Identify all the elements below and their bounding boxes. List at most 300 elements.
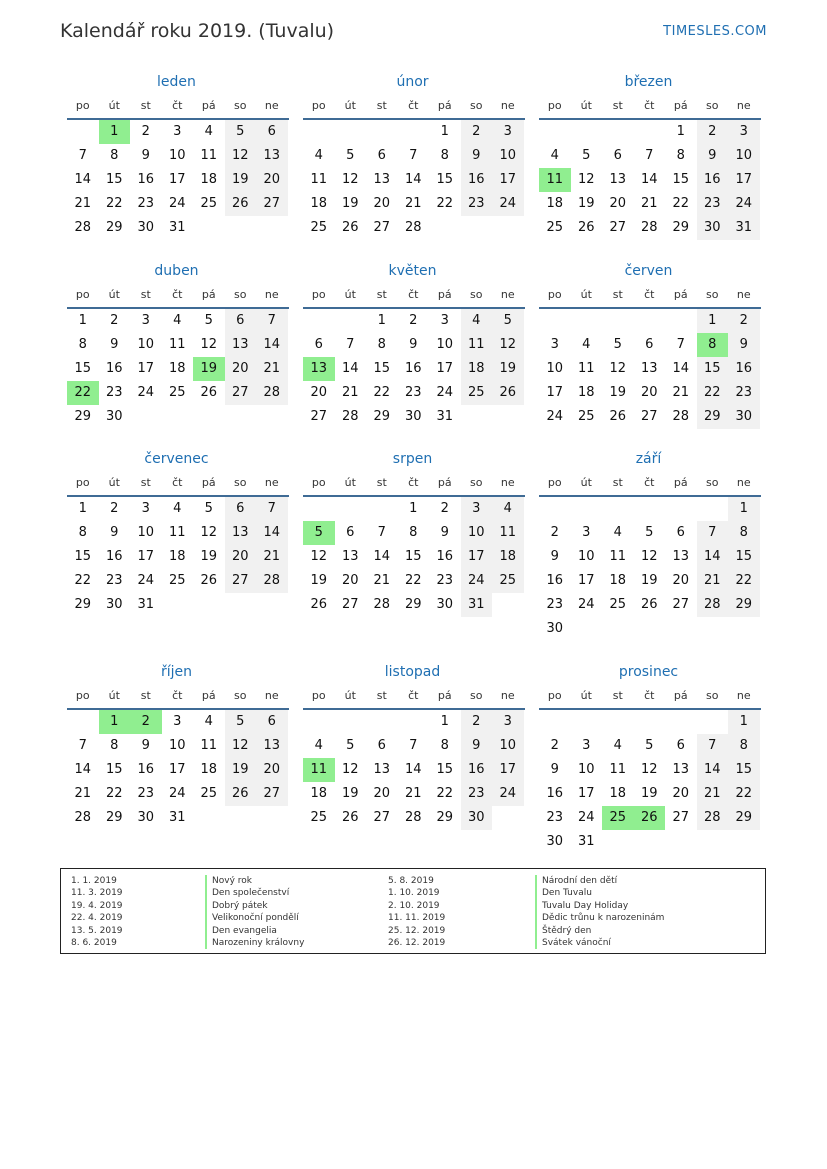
day-cell: 23 <box>137 786 155 801</box>
empty-cell <box>303 497 335 521</box>
day-cell: 10 <box>492 144 524 168</box>
day-cell: 20 <box>256 758 288 782</box>
legend-holiday-name: Den Tuvalu <box>542 888 592 899</box>
day-cell: 7 <box>645 148 654 163</box>
day-cell: 31 <box>577 834 595 849</box>
day-cell: 2 <box>697 120 729 144</box>
day-cell: 1 <box>440 124 449 139</box>
day-cell: 3 <box>440 313 449 328</box>
day-cell: 6 <box>225 309 257 333</box>
day-cell: 11 <box>200 148 218 163</box>
day-cell: 7 <box>346 337 355 352</box>
day-cell: 14 <box>373 549 391 564</box>
day-cell: 21 <box>404 196 422 211</box>
weekday-label: ne <box>736 99 751 112</box>
month-name: červen <box>624 263 673 279</box>
day-cell: 2 <box>110 313 119 328</box>
day-cell: 28 <box>256 569 288 593</box>
day-cell: 23 <box>105 385 123 400</box>
holiday-day-cell: 5 <box>303 521 335 545</box>
weekday-label: ne <box>500 689 515 702</box>
empty-cell <box>539 497 571 521</box>
day-cell: 11 <box>492 521 524 545</box>
day-cell: 20 <box>609 196 627 211</box>
day-cell: 9 <box>697 144 729 168</box>
day-cell: 13 <box>341 549 359 564</box>
weekday-label: pá <box>437 99 452 112</box>
weekday-label: čt <box>408 288 419 301</box>
day-cell: 2 <box>550 525 559 540</box>
weekday-label: so <box>706 476 719 489</box>
legend-date: 8. 6. 2019 <box>71 938 117 949</box>
day-cell: 19 <box>225 758 257 782</box>
day-cell: 24 <box>168 786 186 801</box>
day-cell: 27 <box>672 810 690 825</box>
day-cell: 9 <box>409 337 418 352</box>
day-cell: 25 <box>310 220 328 235</box>
weekday-header <box>67 684 289 710</box>
weekday-label: út <box>108 476 120 489</box>
weekday-label: so <box>234 99 247 112</box>
day-cell: 5 <box>204 313 213 328</box>
empty-cell <box>571 309 603 333</box>
legend-holiday-name: Svátek vánoční <box>542 938 611 949</box>
empty-cell <box>665 710 697 734</box>
day-cell: 30 <box>546 621 564 636</box>
day-cell: 16 <box>697 168 729 192</box>
weekday-label: st <box>376 99 387 112</box>
weekday-label: pá <box>673 476 688 489</box>
empty-cell <box>602 120 634 144</box>
weekday-label: pá <box>201 99 216 112</box>
day-cell: 29 <box>74 409 92 424</box>
day-cell: 9 <box>440 525 449 540</box>
day-cell: 19 <box>310 573 328 588</box>
day-cell: 28 <box>640 220 658 235</box>
day-cell: 6 <box>613 148 622 163</box>
day-cell: 16 <box>404 361 422 376</box>
day-cell: 31 <box>461 593 493 617</box>
day-cell: 3 <box>728 120 760 144</box>
day-cell: 6 <box>256 710 288 734</box>
day-cell: 2 <box>110 501 119 516</box>
day-cell: 24 <box>137 385 155 400</box>
day-cell: 22 <box>404 573 422 588</box>
day-cell: 1 <box>409 501 418 516</box>
day-cell: 13 <box>225 521 257 545</box>
weekday-label: st <box>140 476 151 489</box>
day-cell: 9 <box>110 525 119 540</box>
holiday-day-cell: 13 <box>303 357 335 381</box>
day-cell: 1 <box>697 309 729 333</box>
day-cell: 27 <box>373 810 391 825</box>
month-říjen <box>67 660 289 830</box>
day-cell: 18 <box>492 545 524 569</box>
weekday-label: so <box>470 476 483 489</box>
day-cell: 10 <box>577 762 595 777</box>
month-name: leden <box>157 74 196 90</box>
day-grid <box>539 120 761 240</box>
legend-holiday-name: Nový rok <box>212 876 252 886</box>
day-cell: 26 <box>640 597 658 612</box>
day-grid <box>303 309 525 429</box>
day-cell: 25 <box>492 569 524 593</box>
legend-names-right <box>535 875 664 949</box>
empty-cell <box>665 309 697 333</box>
day-cell: 4 <box>314 148 323 163</box>
day-cell: 26 <box>200 573 218 588</box>
day-cell: 5 <box>225 120 257 144</box>
day-cell: 29 <box>728 593 760 617</box>
legend-date: 13. 5. 2019 <box>71 925 123 936</box>
day-cell: 16 <box>546 573 564 588</box>
day-cell: 8 <box>440 738 449 753</box>
weekday-header <box>539 684 761 710</box>
weekday-header <box>67 471 289 497</box>
day-grid <box>539 710 761 854</box>
day-cell: 3 <box>141 501 150 516</box>
legend-date: 11. 3. 2019 <box>71 888 123 899</box>
day-cell: 8 <box>728 734 760 758</box>
weekday-label: čt <box>172 99 183 112</box>
day-cell: 26 <box>609 409 627 424</box>
empty-cell <box>571 710 603 734</box>
day-cell: 29 <box>728 806 760 830</box>
day-cell: 31 <box>168 810 186 825</box>
day-cell: 8 <box>78 525 87 540</box>
legend-holiday-name: Velikonoční pondělí <box>212 913 299 924</box>
day-cell: 15 <box>436 172 454 187</box>
day-cell: 10 <box>137 525 155 540</box>
day-cell: 19 <box>640 573 658 588</box>
day-cell: 29 <box>105 810 123 825</box>
day-cell: 28 <box>404 810 422 825</box>
weekday-label: so <box>234 476 247 489</box>
day-cell: 30 <box>546 834 564 849</box>
day-cell: 20 <box>256 168 288 192</box>
day-cell: 26 <box>310 597 328 612</box>
day-cell: 13 <box>225 333 257 357</box>
weekday-label: st <box>140 689 151 702</box>
empty-cell <box>366 120 398 144</box>
day-cell: 3 <box>141 313 150 328</box>
day-cell: 21 <box>640 196 658 211</box>
day-grid <box>303 497 525 617</box>
day-cell: 7 <box>409 148 418 163</box>
day-cell: 13 <box>672 762 690 777</box>
empty-cell <box>366 497 398 521</box>
day-cell: 23 <box>404 385 422 400</box>
day-cell: 6 <box>645 337 654 352</box>
weekday-label: so <box>706 288 719 301</box>
day-cell: 2 <box>550 738 559 753</box>
day-cell: 3 <box>461 497 493 521</box>
day-cell: 3 <box>492 710 524 734</box>
weekday-label: po <box>311 689 326 702</box>
weekday-header <box>303 94 525 120</box>
day-cell: 28 <box>74 220 92 235</box>
weekday-label: so <box>706 99 719 112</box>
weekday-label: po <box>547 689 562 702</box>
month-červen <box>539 259 761 429</box>
day-cell: 17 <box>492 758 524 782</box>
empty-cell <box>335 120 367 144</box>
day-cell: 7 <box>676 337 685 352</box>
day-cell: 17 <box>546 385 564 400</box>
day-cell: 5 <box>346 738 355 753</box>
weekday-label: út <box>580 689 592 702</box>
legend-date: 26. 12. 2019 <box>388 938 446 949</box>
day-cell: 15 <box>697 357 729 381</box>
weekday-label: út <box>344 99 356 112</box>
weekday-label: st <box>376 288 387 301</box>
day-cell: 13 <box>640 361 658 376</box>
day-grid <box>67 497 289 617</box>
day-cell: 24 <box>436 385 454 400</box>
day-cell: 2 <box>461 710 493 734</box>
month-březen <box>539 70 761 240</box>
day-cell: 25 <box>609 597 627 612</box>
day-cell: 15 <box>74 361 92 376</box>
day-cell: 23 <box>461 782 493 806</box>
empty-cell <box>303 710 335 734</box>
day-cell: 9 <box>461 144 493 168</box>
weekday-label: pá <box>437 288 452 301</box>
day-cell: 9 <box>728 333 760 357</box>
legend-holiday-name: Národní den dětí <box>542 876 618 886</box>
weekday-label: čt <box>644 288 655 301</box>
empty-cell <box>335 497 367 521</box>
day-cell: 24 <box>492 782 524 806</box>
day-cell: 20 <box>672 786 690 801</box>
weekday-label: st <box>612 288 623 301</box>
empty-cell <box>366 710 398 734</box>
day-cell: 22 <box>105 196 123 211</box>
day-cell: 12 <box>492 333 524 357</box>
legend-holiday-name: Štědrý den <box>542 925 592 936</box>
day-cell: 19 <box>609 385 627 400</box>
day-cell: 14 <box>256 521 288 545</box>
day-cell: 21 <box>256 357 288 381</box>
day-cell: 31 <box>137 597 155 612</box>
weekday-label: po <box>311 476 326 489</box>
day-cell: 18 <box>310 786 328 801</box>
day-cell: 28 <box>74 810 92 825</box>
day-cell: 12 <box>640 762 658 777</box>
day-cell: 8 <box>110 738 119 753</box>
day-cell: 1 <box>377 313 386 328</box>
day-cell: 20 <box>341 573 359 588</box>
day-cell: 28 <box>672 409 690 424</box>
legend-date: 2. 10. 2019 <box>388 900 440 911</box>
day-cell: 9 <box>461 734 493 758</box>
holiday-day-cell: 11 <box>303 758 335 782</box>
weekday-label: po <box>75 99 90 112</box>
day-cell: 22 <box>436 786 454 801</box>
day-cell: 2 <box>440 501 449 516</box>
day-cell: 14 <box>74 762 92 777</box>
day-cell: 13 <box>672 549 690 564</box>
day-cell: 24 <box>577 810 595 825</box>
day-cell: 5 <box>225 710 257 734</box>
day-cell: 15 <box>404 549 422 564</box>
day-cell: 4 <box>550 148 559 163</box>
legend-dates-right <box>388 875 445 949</box>
day-cell: 24 <box>577 597 595 612</box>
day-cell: 5 <box>645 738 654 753</box>
empty-cell <box>398 120 430 144</box>
day-cell: 27 <box>225 381 257 405</box>
weekday-header <box>303 684 525 710</box>
holiday-day-cell: 11 <box>539 168 571 192</box>
month-květen <box>303 259 525 429</box>
day-cell: 15 <box>728 545 760 569</box>
day-cell: 20 <box>640 385 658 400</box>
weekday-label: ne <box>500 288 515 301</box>
empty-cell <box>634 710 666 734</box>
day-cell: 28 <box>697 593 729 617</box>
day-cell: 20 <box>225 545 257 569</box>
weekday-label: čt <box>644 99 655 112</box>
weekday-header <box>67 283 289 309</box>
weekday-header <box>539 471 761 497</box>
day-cell: 27 <box>640 409 658 424</box>
day-cell: 13 <box>256 734 288 758</box>
day-grid <box>67 309 289 429</box>
day-cell: 5 <box>492 309 524 333</box>
day-cell: 11 <box>168 525 186 540</box>
day-cell: 8 <box>440 148 449 163</box>
day-cell: 30 <box>404 409 422 424</box>
empty-cell <box>634 497 666 521</box>
day-cell: 13 <box>256 144 288 168</box>
day-cell: 21 <box>74 196 92 211</box>
day-cell: 17 <box>577 786 595 801</box>
day-cell: 17 <box>577 573 595 588</box>
empty-cell <box>571 497 603 521</box>
day-cell: 1 <box>728 497 760 521</box>
day-cell: 9 <box>141 738 150 753</box>
day-cell: 19 <box>577 196 595 211</box>
day-cell: 6 <box>225 497 257 521</box>
day-cell: 6 <box>377 738 386 753</box>
day-cell: 14 <box>697 545 729 569</box>
weekday-label: pá <box>673 288 688 301</box>
day-cell: 5 <box>204 501 213 516</box>
legend-date: 1. 10. 2019 <box>388 888 440 899</box>
day-cell: 17 <box>137 361 155 376</box>
weekday-label: so <box>470 288 483 301</box>
day-cell: 14 <box>697 758 729 782</box>
day-cell: 30 <box>436 597 454 612</box>
weekday-header <box>539 283 761 309</box>
weekday-label: čt <box>644 689 655 702</box>
month-duben <box>67 259 289 429</box>
month-září <box>539 447 761 641</box>
day-grid <box>539 309 761 429</box>
day-cell: 25 <box>168 573 186 588</box>
day-cell: 12 <box>341 762 359 777</box>
month-prosinec <box>539 660 761 854</box>
month-červenec <box>67 447 289 617</box>
empty-cell <box>539 309 571 333</box>
weekday-label: so <box>234 689 247 702</box>
day-cell: 25 <box>200 786 218 801</box>
empty-cell <box>602 497 634 521</box>
day-cell: 14 <box>341 361 359 376</box>
weekday-label: po <box>311 99 326 112</box>
day-cell: 11 <box>609 549 627 564</box>
weekday-label: pá <box>437 689 452 702</box>
day-cell: 29 <box>105 220 123 235</box>
day-cell: 4 <box>204 124 213 139</box>
day-cell: 29 <box>436 810 454 825</box>
day-cell: 4 <box>314 738 323 753</box>
day-cell: 18 <box>577 385 595 400</box>
day-cell: 13 <box>373 172 391 187</box>
day-cell: 10 <box>728 144 760 168</box>
day-cell: 10 <box>492 734 524 758</box>
weekday-label: út <box>580 476 592 489</box>
day-cell: 24 <box>492 192 524 216</box>
weekday-label: po <box>75 689 90 702</box>
day-cell: 30 <box>728 405 760 429</box>
empty-cell <box>67 120 99 144</box>
day-cell: 12 <box>577 172 595 187</box>
day-cell: 24 <box>546 409 564 424</box>
day-cell: 12 <box>609 361 627 376</box>
holiday-day-cell: 22 <box>67 381 99 405</box>
day-cell: 30 <box>105 597 123 612</box>
day-cell: 15 <box>436 762 454 777</box>
day-cell: 4 <box>492 497 524 521</box>
day-cell: 18 <box>546 196 564 211</box>
day-grid <box>67 120 289 240</box>
day-cell: 25 <box>577 409 595 424</box>
day-cell: 27 <box>341 597 359 612</box>
day-cell: 18 <box>609 573 627 588</box>
day-cell: 1 <box>676 124 685 139</box>
day-cell: 29 <box>697 405 729 429</box>
day-cell: 6 <box>676 738 685 753</box>
day-cell: 21 <box>256 545 288 569</box>
day-cell: 30 <box>697 216 729 240</box>
day-cell: 9 <box>110 337 119 352</box>
weekday-label: ne <box>264 288 279 301</box>
day-cell: 20 <box>373 786 391 801</box>
day-cell: 14 <box>74 172 92 187</box>
day-cell: 4 <box>173 313 182 328</box>
weekday-label: ne <box>736 689 751 702</box>
day-cell: 21 <box>373 573 391 588</box>
day-cell: 8 <box>409 525 418 540</box>
day-cell: 30 <box>105 409 123 424</box>
day-cell: 30 <box>461 806 493 830</box>
day-cell: 1 <box>78 313 87 328</box>
day-cell: 31 <box>728 216 760 240</box>
weekday-label: čt <box>408 476 419 489</box>
day-cell: 27 <box>609 220 627 235</box>
month-name: listopad <box>384 664 441 680</box>
day-cell: 7 <box>78 148 87 163</box>
weekday-label: pá <box>201 476 216 489</box>
site-link[interactable]: TIMESLES.COM <box>663 24 767 39</box>
day-cell: 27 <box>310 409 328 424</box>
weekday-label: pá <box>201 288 216 301</box>
day-cell: 14 <box>640 172 658 187</box>
month-listopad <box>303 660 525 830</box>
holiday-legend <box>60 868 766 954</box>
